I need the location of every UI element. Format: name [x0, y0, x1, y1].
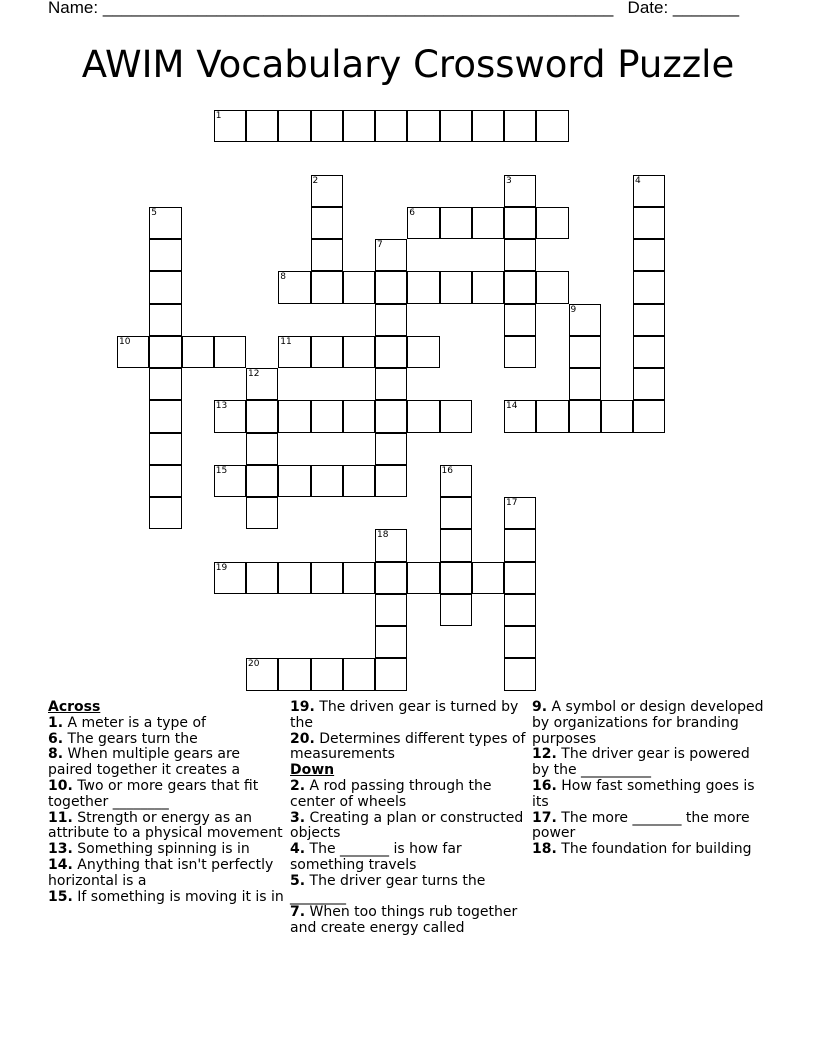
- clue-number-label: 18: [377, 530, 389, 541]
- grid-cell[interactable]: [214, 110, 246, 142]
- grid-cell[interactable]: [278, 562, 310, 594]
- date-blank[interactable]: _______: [672, 0, 740, 17]
- clue-item: [48, 779, 284, 811]
- grid-cell[interactable]: [343, 562, 375, 594]
- clue-column-2: [290, 700, 526, 937]
- grid-cell[interactable]: [375, 626, 407, 658]
- grid-cell[interactable]: [214, 465, 246, 497]
- clue-number: 9.: [532, 699, 548, 715]
- clue-item: [48, 811, 284, 843]
- clue-text: The gears turn the: [63, 730, 198, 747]
- grid-cell[interactable]: [375, 465, 407, 497]
- grid-cell[interactable]: [569, 368, 601, 400]
- date-label: Date:: [627, 0, 669, 17]
- grid-cell[interactable]: [504, 175, 536, 207]
- grid-cell[interactable]: [472, 271, 504, 303]
- grid-cell[interactable]: [311, 562, 343, 594]
- grid-cell[interactable]: [440, 562, 472, 594]
- grid-cell[interactable]: [246, 497, 278, 529]
- grid-cell[interactable]: [149, 239, 181, 271]
- grid-cell[interactable]: [536, 400, 568, 432]
- grid-cell[interactable]: [407, 562, 439, 594]
- clue-item: [290, 842, 526, 874]
- grid-cell[interactable]: [214, 336, 246, 368]
- grid-cell[interactable]: [343, 465, 375, 497]
- name-date-line: [48, 0, 748, 18]
- grid-cell[interactable]: [311, 175, 343, 207]
- clue-number-label: 13: [215, 401, 228, 412]
- clue-text: Something spinning is in: [72, 841, 250, 858]
- grid-cell[interactable]: [375, 433, 407, 465]
- clue-number: 18.: [532, 841, 557, 858]
- clue-number-label: 19: [215, 562, 228, 573]
- grid-cell[interactable]: [214, 400, 246, 432]
- grid-cell[interactable]: [440, 465, 472, 497]
- grid-cell[interactable]: [504, 562, 536, 594]
- clue-number: 6.: [48, 730, 64, 747]
- clue-number: 3.: [290, 809, 306, 826]
- clue-item: [532, 747, 768, 779]
- clue-item: [48, 747, 284, 779]
- grid-cell[interactable]: [246, 400, 278, 432]
- clue-number: 1.: [48, 714, 64, 731]
- clue-number: 11.: [48, 809, 73, 826]
- grid-cell[interactable]: [311, 207, 343, 239]
- clue-text: A meter is a type of: [63, 714, 206, 731]
- grid-cell[interactable]: [246, 658, 278, 690]
- grid-cell[interactable]: [375, 400, 407, 432]
- grid-cell[interactable]: [536, 110, 568, 142]
- clue-number-label: 5: [151, 207, 157, 218]
- grid-cell[interactable]: [504, 594, 536, 626]
- grid-cell[interactable]: [504, 529, 536, 561]
- grid-cell[interactable]: [149, 304, 181, 336]
- clue-item: [48, 858, 284, 890]
- clue-section-heading: Across: [48, 699, 101, 715]
- grid-cell[interactable]: [149, 336, 181, 368]
- clue-text: The _______ is how far something travels: [290, 841, 462, 873]
- clue-number: 4.: [290, 841, 306, 858]
- clue-item: [532, 700, 768, 747]
- grid-cell[interactable]: [311, 336, 343, 368]
- clue-number: 19.: [290, 699, 315, 715]
- grid-cell[interactable]: [504, 110, 536, 142]
- grid-cell[interactable]: [311, 239, 343, 271]
- clue-text: The driver gear is powered by the __________: [532, 746, 750, 779]
- grid-cell[interactable]: [149, 207, 181, 239]
- clue-item: [290, 779, 526, 811]
- grid-cell[interactable]: [311, 465, 343, 497]
- clue-item: [290, 700, 526, 732]
- grid-cell[interactable]: [278, 110, 310, 142]
- grid-cell[interactable]: [246, 110, 278, 142]
- grid-cell[interactable]: [311, 658, 343, 690]
- clue-text: The more _______ the more power: [532, 809, 750, 842]
- grid-cell[interactable]: [569, 400, 601, 432]
- grid-cell[interactable]: [440, 400, 472, 432]
- clue-number-label: 10: [119, 336, 131, 347]
- clue-number: 7.: [290, 904, 306, 921]
- grid-cell[interactable]: [504, 239, 536, 271]
- grid-cell[interactable]: [633, 336, 665, 368]
- grid-cell[interactable]: [440, 207, 472, 239]
- clue-number-label: 8: [280, 272, 286, 283]
- grid-cell[interactable]: [440, 110, 472, 142]
- clue-item: [290, 811, 526, 843]
- grid-cell[interactable]: [246, 433, 278, 465]
- grid-cell[interactable]: [440, 497, 472, 529]
- clue-number: 5.: [290, 872, 306, 889]
- grid-cell[interactable]: [343, 110, 375, 142]
- grid-cell[interactable]: [149, 368, 181, 400]
- clue-number-label: 17: [506, 498, 518, 508]
- grid-cell[interactable]: [440, 271, 472, 303]
- clue-column-3: [532, 700, 768, 858]
- clue-item: [290, 874, 526, 906]
- clue-number: 14.: [48, 856, 73, 873]
- clue-text: When too things rub together and create energy called: [290, 904, 518, 937]
- grid-cell[interactable]: [117, 336, 149, 368]
- grid-cell[interactable]: [375, 110, 407, 142]
- grid-cell[interactable]: [343, 336, 375, 368]
- grid-cell[interactable]: [278, 465, 310, 497]
- clue-number-label: 4: [635, 175, 641, 186]
- grid-cell[interactable]: [311, 110, 343, 142]
- grid-cell[interactable]: [633, 239, 665, 271]
- clue-number-label: 9: [570, 304, 577, 315]
- grid-cell[interactable]: [149, 271, 181, 303]
- clue-number-label: 6: [409, 207, 415, 218]
- grid-cell[interactable]: [278, 400, 310, 432]
- grid-cell[interactable]: [440, 529, 472, 561]
- grid-cell[interactable]: [569, 304, 601, 336]
- clue-number-label: 11: [280, 336, 292, 347]
- grid-cell[interactable]: [375, 239, 407, 271]
- clue-text: Strength or energy as an attribute to a physical movement: [48, 809, 283, 842]
- grid-cell[interactable]: [375, 304, 407, 336]
- clue-item: [48, 732, 284, 748]
- clue-item: [532, 779, 768, 811]
- grid-cell[interactable]: [633, 207, 665, 239]
- clue-item: [290, 905, 526, 937]
- grid-cell[interactable]: [472, 562, 504, 594]
- clue-number-label: 1: [215, 111, 222, 121]
- grid-cell[interactable]: [407, 110, 439, 142]
- grid-cell[interactable]: [278, 271, 310, 303]
- grid-cell[interactable]: [149, 400, 181, 432]
- grid-cell[interactable]: [311, 271, 343, 303]
- clue-item: [48, 716, 284, 732]
- clue-number: 20.: [290, 730, 315, 747]
- grid-cell[interactable]: [246, 368, 278, 400]
- clue-number-label: 7: [377, 240, 383, 250]
- clue-number-label: 15: [215, 465, 228, 476]
- clue-item: [532, 842, 768, 858]
- clue-item: [532, 811, 768, 843]
- clue-text: The driver gear turns the ________: [290, 872, 486, 905]
- grid-cell[interactable]: [504, 207, 536, 239]
- grid-cell[interactable]: [569, 336, 601, 368]
- name-blank[interactable]: ______________________________________________________: [102, 0, 614, 17]
- clue-number: 15.: [48, 888, 73, 905]
- grid-cell[interactable]: [504, 304, 536, 336]
- clue-number: 8.: [48, 746, 64, 763]
- grid-cell[interactable]: [440, 594, 472, 626]
- grid-cell[interactable]: [407, 336, 439, 368]
- grid-cell[interactable]: [375, 658, 407, 690]
- grid-cell[interactable]: [472, 110, 504, 142]
- clue-text: The foundation for building: [556, 841, 752, 858]
- grid-cell[interactable]: [504, 400, 536, 432]
- grid-cell[interactable]: [407, 271, 439, 303]
- grid-cell[interactable]: [246, 465, 278, 497]
- grid-cell[interactable]: [375, 271, 407, 303]
- clue-text: Creating a plan or constructed objects: [290, 809, 524, 842]
- clue-text: When multiple gears are paired together it creates a: [48, 746, 241, 779]
- clue-text: Determines different types of measurements: [290, 730, 526, 763]
- clue-text: If something is moving it is in: [72, 888, 284, 905]
- grid-cell[interactable]: [407, 400, 439, 432]
- clue-number: 13.: [48, 841, 73, 858]
- clue-number: 2.: [290, 777, 306, 794]
- grid-cell[interactable]: [278, 336, 310, 368]
- grid-cell[interactable]: [472, 207, 504, 239]
- grid-cell[interactable]: [536, 207, 568, 239]
- clue-number-label: 16: [441, 465, 453, 476]
- grid-cell[interactable]: [633, 271, 665, 303]
- grid-cell[interactable]: [182, 336, 214, 368]
- grid-cell[interactable]: [343, 658, 375, 690]
- clue-item: [290, 732, 526, 764]
- clue-item: [48, 842, 284, 858]
- clue-text: Anything that isn't perfectly horizontal is a: [48, 856, 274, 889]
- clue-number-label: 12: [248, 369, 260, 379]
- grid-cell[interactable]: [633, 368, 665, 400]
- grid-cell[interactable]: [504, 658, 536, 690]
- clue-text: A rod passing through the center of wheels: [290, 777, 492, 810]
- grid-cell[interactable]: [504, 271, 536, 303]
- grid-cell[interactable]: [633, 304, 665, 336]
- grid-cell[interactable]: [375, 368, 407, 400]
- grid-cell[interactable]: [504, 626, 536, 658]
- grid-cell[interactable]: [343, 271, 375, 303]
- grid-cell[interactable]: [536, 271, 568, 303]
- grid-cell[interactable]: [149, 433, 181, 465]
- clue-number-label: 2: [312, 175, 319, 186]
- name-label: Name:: [48, 0, 99, 17]
- grid-cell[interactable]: [633, 400, 665, 432]
- clue-column-1: [48, 700, 284, 905]
- grid-cell[interactable]: [375, 529, 407, 561]
- clue-section-heading: Down: [290, 762, 335, 779]
- clue-text: The driven gear is turned by the: [290, 699, 519, 731]
- grid-cell[interactable]: [149, 497, 181, 529]
- grid-cell[interactable]: [504, 336, 536, 368]
- grid-cell[interactable]: [407, 207, 439, 239]
- clue-number: 16.: [532, 777, 557, 794]
- clue-item: [48, 890, 284, 906]
- grid-cell[interactable]: [278, 658, 310, 690]
- clue-number: 17.: [532, 809, 557, 826]
- clue-number-label: 14: [506, 401, 518, 412]
- grid-cell[interactable]: [375, 336, 407, 368]
- clue-text: Two or more gears that fit together ________: [48, 777, 259, 810]
- clue-number-label: 20: [248, 659, 260, 670]
- grid-cell[interactable]: [149, 465, 181, 497]
- grid-cell[interactable]: [375, 594, 407, 626]
- clue-number-label: 3: [506, 175, 512, 186]
- puzzle-title: AWIM Vocabulary Crossword Puzzle: [81, 43, 735, 86]
- clue-text: How fast something goes is its: [532, 777, 755, 810]
- grid-cell[interactable]: [343, 400, 375, 432]
- grid-cell[interactable]: [601, 400, 633, 432]
- grid-cell[interactable]: [633, 175, 665, 207]
- clue-number: 12.: [532, 746, 557, 763]
- clue-number: 10.: [48, 777, 73, 794]
- grid-cell[interactable]: [246, 562, 278, 594]
- grid-cell[interactable]: [311, 400, 343, 432]
- grid-cell[interactable]: [214, 562, 246, 594]
- grid-cell[interactable]: [504, 497, 536, 529]
- clue-text: A symbol or design developed by organizations for branding purposes: [532, 699, 764, 747]
- grid-cell[interactable]: [375, 562, 407, 594]
